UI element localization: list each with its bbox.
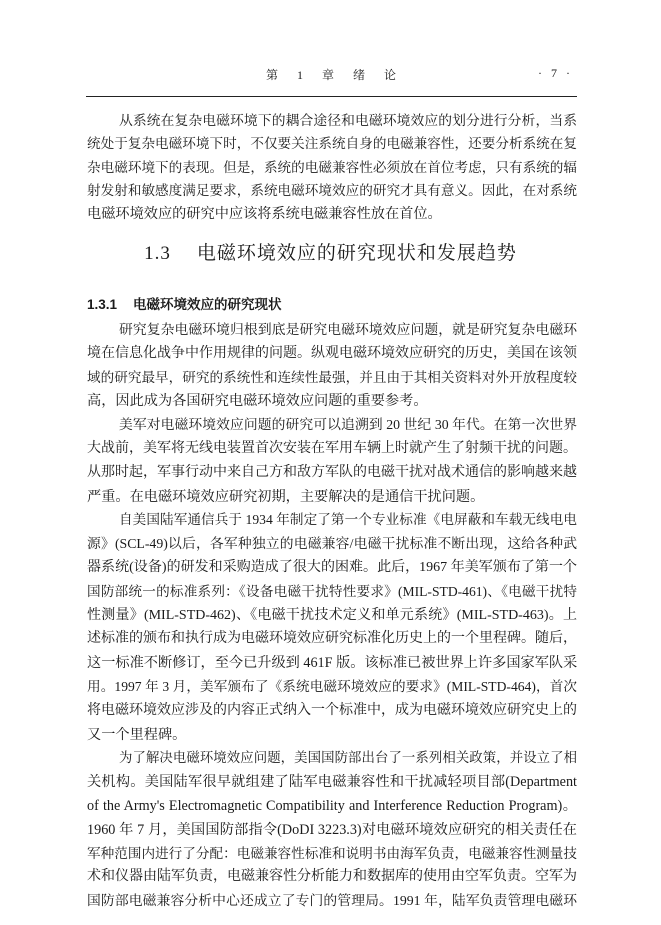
text-line: 这一标准不断修订，至今已升级到 461F 版。该标准已被世界上许多国家军队采	[87, 655, 578, 672]
running-header	[86, 66, 577, 86]
text-line: 国防部电磁兼容分析中心还成立了专门的管理局。1991 年，陆军负责管理电磁环	[87, 893, 577, 909]
text-line: 述标准的颁布和执行成为电磁环境效应研究标准化历史上的一个里程碑。随后，	[87, 631, 577, 647]
text-line: 美军对电磁环境效应问题的研究可以追溯到 20 世纪 30 年代。在第一次世界	[119, 417, 577, 433]
text-line: 又一个里程碑。	[87, 726, 187, 743]
text-line: 为了解决电磁环境效应问题，美国国防部出台了一系列相关政策，并设立了相	[119, 750, 577, 766]
text-line: 术和仪器由陆军负责，电磁兼容性分析能力和数据库的使用由空军负责。空军为	[87, 869, 577, 885]
section-number: 1.3	[144, 243, 171, 264]
text-line: 国防部统一的标准系列：《设备电磁干扰特性要求》(MIL-STD-461)、《电磁干扰特	[87, 583, 577, 599]
subsection-heading	[87, 293, 282, 313]
text-line: of the Army's Electromagnetic Compatibility and Interference Reduction Program)。	[87, 798, 577, 814]
text-line: 关机构。美国陆军很早就组建了陆军电磁兼容性和干扰减轻项目部(Department	[87, 774, 577, 791]
text-line: 杂电磁环境下的表现。但是，系统的电磁兼容性必须放在首位考虑，只有系统的辐	[87, 159, 577, 175]
chapter-title: 第 1 章 绪 论	[265, 68, 397, 82]
section-title: 电磁环境效应的研究现状和发展趋势	[196, 243, 517, 264]
text-line: 用。1997 年 3 月，美军颁布了《系统电磁环境效应的要求》(MIL-STD-464)，首次	[87, 679, 577, 694]
page-number: · 7 ·	[538, 66, 573, 80]
text-line: 研究复杂电磁环境归根到底是研究电磁环境效应问题，就是研究复杂电磁环	[119, 322, 577, 337]
text-line: 军种范围内进行了分配：电磁兼容性标准和说明书由海军负责，电磁兼容性测量技	[87, 845, 577, 861]
text-line: 性测量》(MIL-STD-462)、《电磁干扰技术定义和单元系统》(MIL-STD-463)。上	[87, 607, 577, 623]
subsection-number: 1.3.1	[87, 297, 118, 312]
header-rule	[86, 96, 577, 97]
section-heading	[0, 238, 661, 265]
text-line: 源》(SCL-49)以后，各军种独立的电磁兼容/电磁干扰标准不断出现，这给各种武	[87, 536, 577, 552]
text-line: 射发射和敏感度满足要求，系统电磁环境效应的研究才具有意义。因此，在对系统	[87, 182, 577, 198]
text-line: 自美国陆军通信兵于 1934 年制定了第一个专业标准《电屏蔽和车载无线电电	[119, 512, 577, 528]
text-line: 从系统在复杂电磁环境下的耦合途径和电磁环境效应的划分进行分析，当系	[119, 113, 577, 128]
text-line: 将电磁环境效应涉及的内容正式纳入一个标准中，成为电磁环境效应研究史上的	[87, 702, 577, 718]
text-line: 高，因此成为各国研究电磁环境效应问题的重要参考。	[87, 393, 428, 410]
text-line: 严重。在电磁环境效应研究初期，主要解决的是通信干扰问题。	[87, 488, 485, 505]
subsection-title: 电磁环境效应的研究现状	[133, 297, 282, 312]
text-line: 器系统(设备)的研发和采购造成了很大的困难。此后，1967 年美军颁布了第一个	[87, 560, 577, 575]
text-line: 大战前，美军将无线电装置首次安装在军用车辆上时就产生了射频干扰的问题。	[87, 441, 577, 456]
text-line: 从那时起，军事行动中来自己方和敌方军队的电磁干扰对战术通信的影响越来越	[87, 464, 577, 480]
text-line: 统处于复杂电磁环境下时，不仅要关注系统自身的电磁兼容性，还要分析系统在复	[87, 136, 577, 152]
text-line: 电磁环境效应的研究中应该将系统电磁兼容性放在首位。	[87, 206, 442, 223]
text-line: 1960 年 7 月，美国国防部指令(DoDI 3223.3)对电磁环境效应研究的相关责任在	[87, 821, 577, 838]
text-line: 境在信息化战争中作用规律的问题。纵观电磁环境效应研究的历史，美国在该领	[87, 345, 577, 361]
text-line: 域的研究最早，研究的系统性和连续性最强，并且由于其相关资料对外开放程度较	[87, 369, 577, 385]
